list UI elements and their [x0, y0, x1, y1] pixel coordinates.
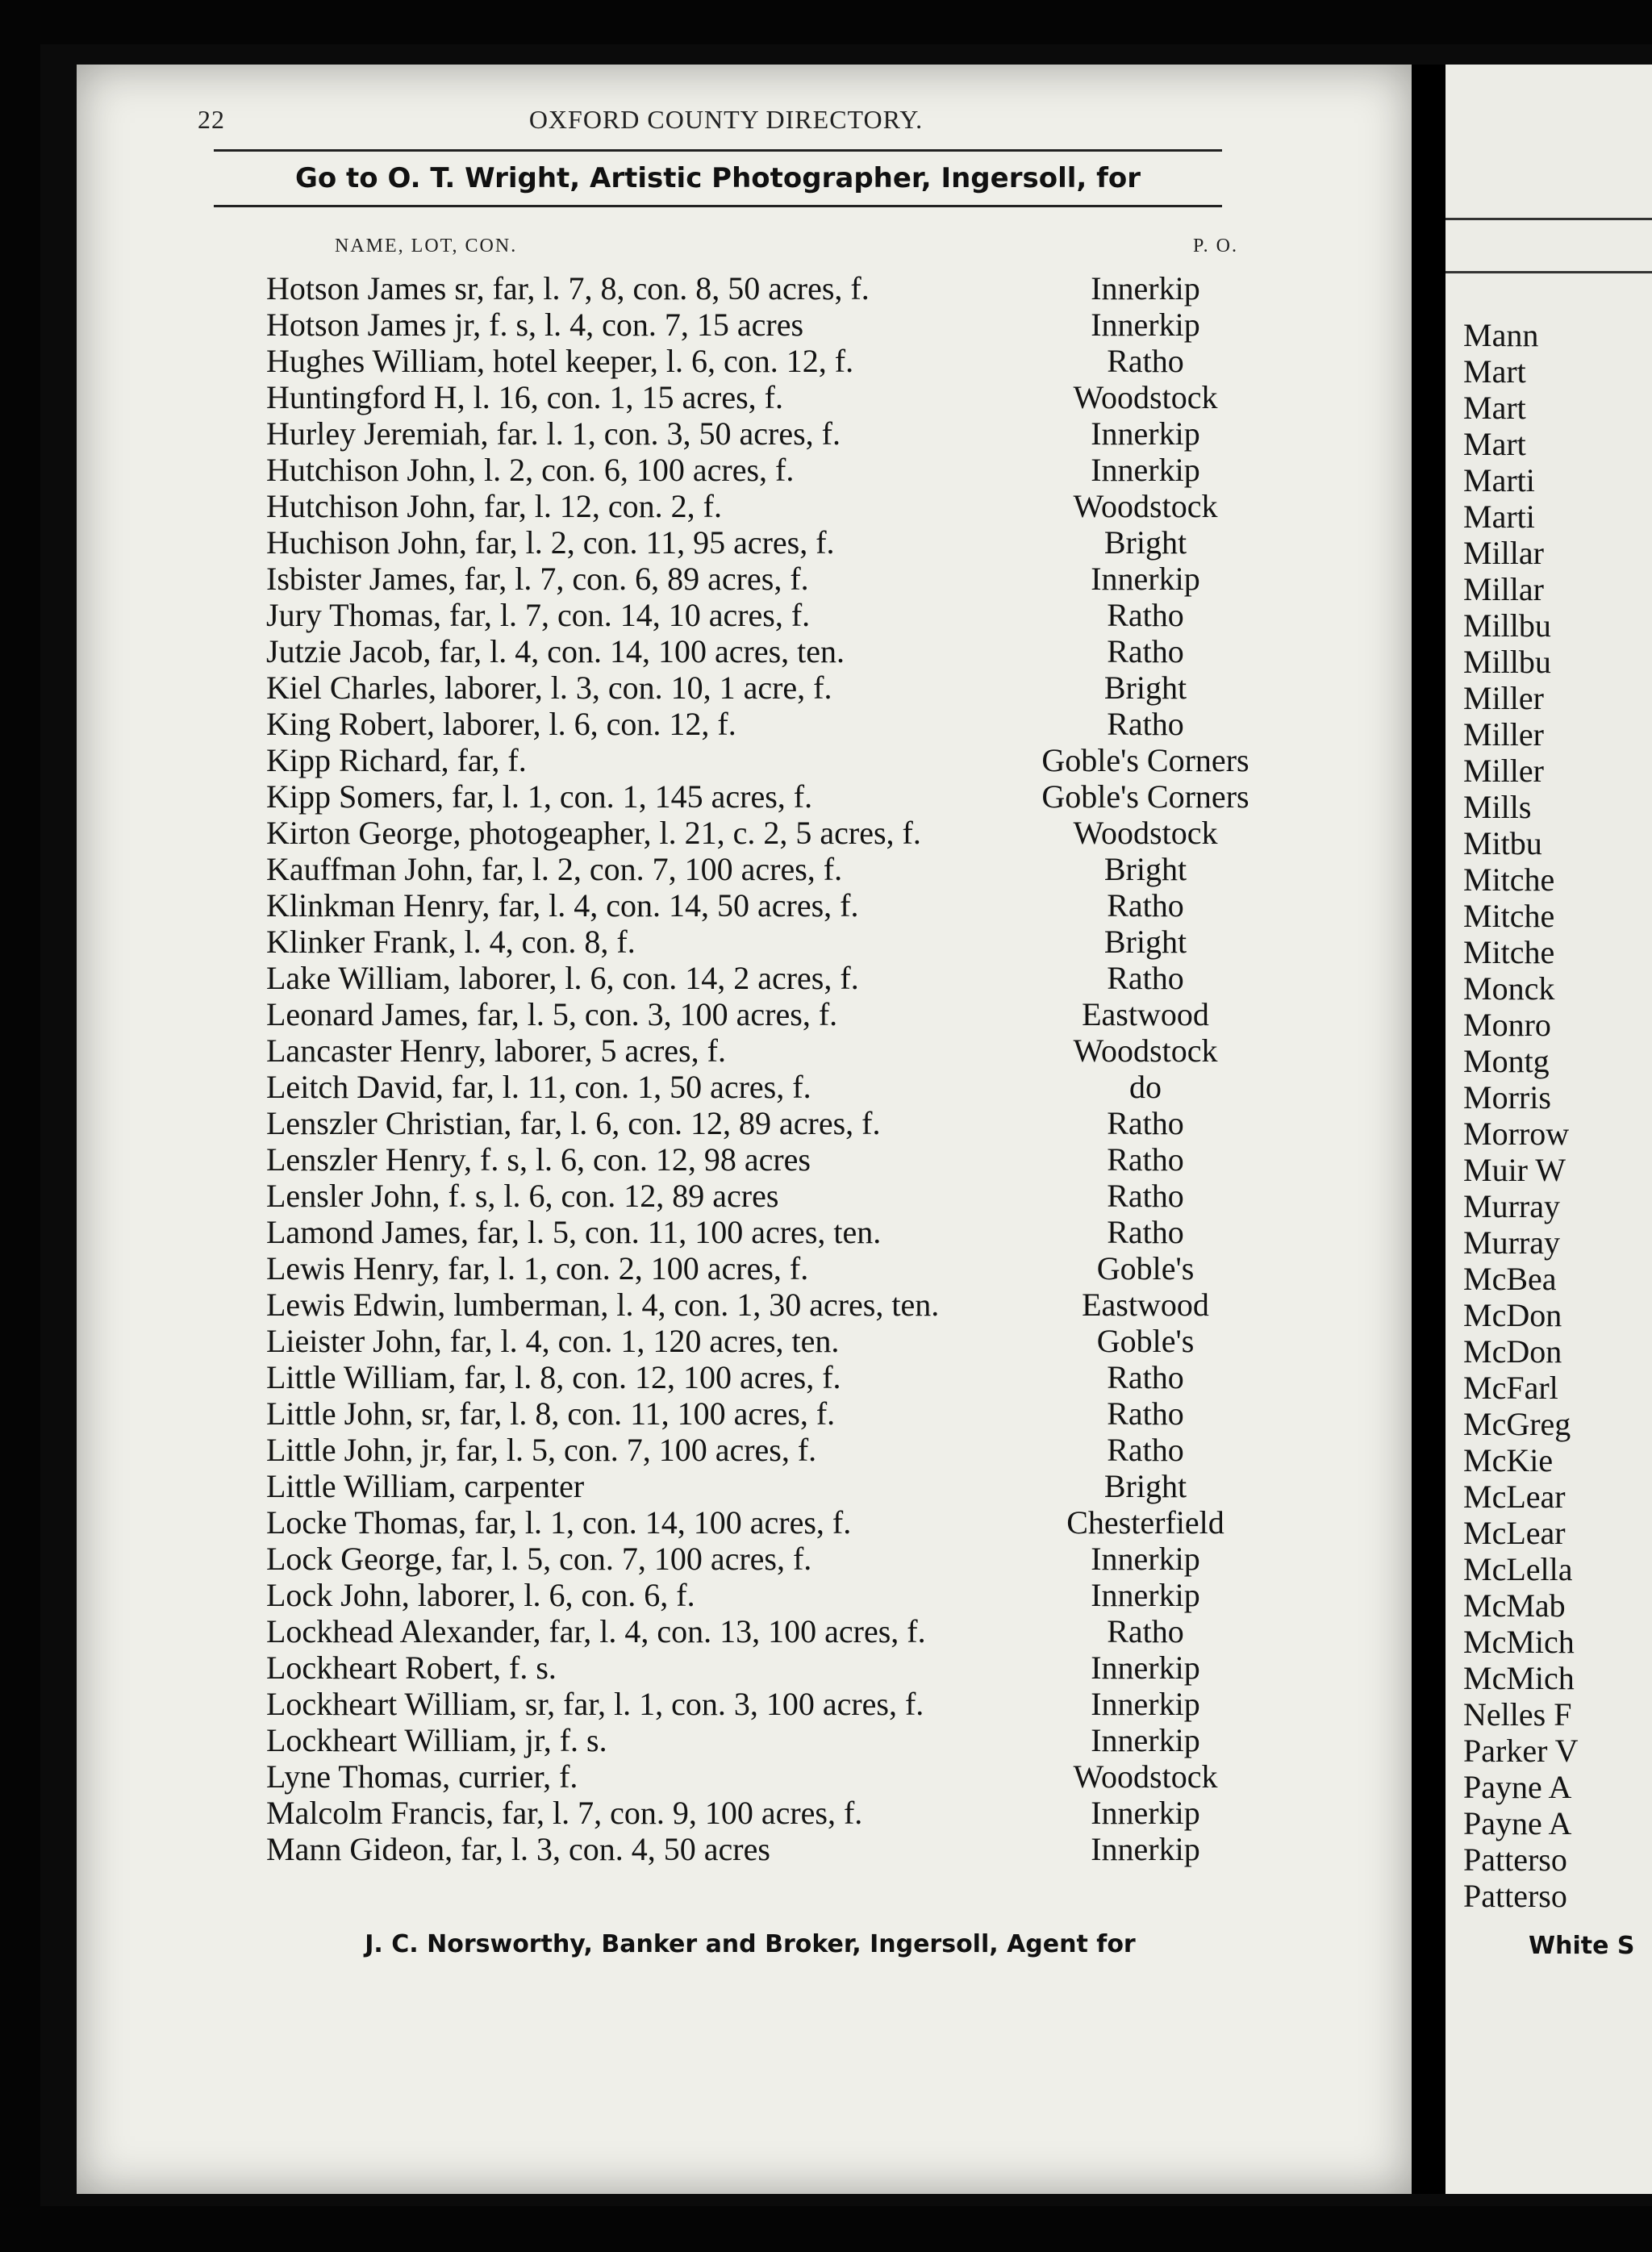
entry-name-details: Hutchison John, l. 2, con. 6, 100 acres, f.: [266, 452, 795, 488]
entry-name-details: Little John, jr, far, l. 5, con. 7, 100 acres, f.: [266, 1432, 817, 1468]
directory-entry: [258, 1831, 1262, 1867]
entry-post-office: Ratho: [1107, 1432, 1184, 1468]
right-page-entry: Mart: [1463, 390, 1526, 426]
directory-entry: [258, 1649, 1262, 1686]
advertisement-banner-top: Go to O. T. Wright, Artistic Photographer, Ingersoll, for: [214, 149, 1222, 207]
page-title: OXFORD COUNTY DIRECTORY.: [528, 105, 924, 134]
entry-post-office: Ratho: [1107, 597, 1184, 633]
entry-name-details: Isbister James, far, l. 7, con. 6, 89 acres, f.: [266, 561, 809, 597]
directory-entry: [258, 1032, 1262, 1069]
entry-post-office: Ratho: [1107, 633, 1184, 669]
right-page-entry: McLear: [1463, 1478, 1566, 1515]
entry-post-office: Ratho: [1107, 960, 1184, 996]
entry-post-office: Innerkip: [1091, 270, 1200, 307]
entry-name-details: Mann Gideon, far, l. 3, con. 4, 50 acres: [266, 1831, 770, 1867]
entry-name-details: Lockheart Robert, f. s.: [266, 1649, 557, 1686]
entry-post-office: Ratho: [1107, 1214, 1184, 1250]
entry-post-office: Ratho: [1107, 1613, 1184, 1649]
column-heading-name: NAME, LOT, CON.: [335, 236, 518, 256]
directory-entry: [258, 561, 1262, 597]
directory-entry: [258, 1069, 1262, 1105]
directory-page-right: [1446, 65, 1652, 2194]
entry-post-office: Innerkip: [1091, 1722, 1200, 1758]
right-page-entry: McBea: [1463, 1261, 1557, 1297]
right-page-entry: Morrow: [1463, 1116, 1570, 1152]
directory-entry: [258, 1722, 1262, 1758]
entry-name-details: Little John, sr, far, l. 8, con. 11, 100 acres, f.: [266, 1395, 836, 1432]
entry-name-details: Lenszler Henry, f. s, l. 6, con. 12, 98 acres: [266, 1141, 811, 1178]
directory-entry: [258, 996, 1262, 1032]
right-page-bottom-rule: [1446, 271, 1652, 273]
directory-entry: [258, 815, 1262, 851]
right-page-entry: Mitbu: [1463, 825, 1542, 861]
entry-name-details: Lockheart William, jr, f. s.: [266, 1722, 607, 1758]
entry-post-office: Innerkip: [1091, 1649, 1200, 1686]
entry-post-office: Woodstock: [1073, 488, 1218, 524]
entry-name-details: Kirton George, photogeapher, l. 21, c. 2, 5 acres, f.: [266, 815, 921, 851]
right-page-entry: McMich: [1463, 1624, 1575, 1660]
entry-post-office: Innerkip: [1091, 1577, 1200, 1613]
right-page-entry: Monro: [1463, 1007, 1551, 1043]
column-heading-post-office: P. O.: [1192, 236, 1238, 256]
right-page-entry: McMab: [1463, 1587, 1566, 1624]
right-page-entry: Mart: [1463, 426, 1526, 462]
entry-name-details: Jutzie Jacob, far, l. 4, con. 14, 100 acres, ten.: [266, 633, 845, 669]
right-page-entry: McGreg: [1463, 1406, 1571, 1442]
right-page-entry: McFarl: [1463, 1370, 1558, 1406]
right-page-entry: Miller: [1463, 716, 1544, 753]
entry-name-details: Kipp Richard, far, f.: [266, 742, 527, 778]
entry-post-office: do: [1129, 1069, 1162, 1105]
entry-name-details: Hughes William, hotel keeper, l. 6, con. 12, f.: [266, 343, 854, 379]
right-page-entry: Payne A: [1463, 1805, 1572, 1841]
entry-name-details: Kipp Somers, far, l. 1, con. 1, 145 acres, f.: [266, 778, 813, 815]
entry-name-details: Hotson James jr, f. s, l. 4, con. 7, 15 acres: [266, 307, 804, 343]
directory-entry: [258, 924, 1262, 960]
entry-name-details: Lancaster Henry, laborer, 5 acres, f.: [266, 1032, 726, 1069]
entry-post-office: Eastwood: [1082, 1287, 1209, 1323]
entry-post-office: Innerkip: [1091, 1686, 1200, 1722]
running-head: [198, 105, 1254, 147]
right-page-entry: Millbu: [1463, 644, 1551, 680]
right-page-entry: Mills: [1463, 789, 1532, 825]
right-page-entry: Marti: [1463, 498, 1535, 535]
entry-post-office: Woodstock: [1073, 379, 1218, 415]
right-page-entry: Patterso: [1463, 1878, 1567, 1914]
right-page-entry: Payne A: [1463, 1769, 1572, 1805]
right-page-entry: Murray: [1463, 1224, 1560, 1261]
directory-entry: [258, 1359, 1262, 1395]
right-page-entry: Mart: [1463, 353, 1526, 390]
right-page-top-rule: [1446, 218, 1652, 220]
right-page-entry: Morris: [1463, 1079, 1551, 1116]
directory-entry: [258, 343, 1262, 379]
entry-name-details: Huntingford H, l. 16, con. 1, 15 acres, f.: [266, 379, 783, 415]
directory-entry: [258, 706, 1262, 742]
directory-entry: [258, 1613, 1262, 1649]
right-page-entry: Mitche: [1463, 934, 1555, 970]
entry-post-office: Goble's: [1096, 1250, 1195, 1287]
directory-entry: [258, 415, 1262, 452]
directory-entry: [258, 1432, 1262, 1468]
directory-entry: [258, 1287, 1262, 1323]
directory-entry: [258, 887, 1262, 924]
directory-entry: [258, 960, 1262, 996]
right-page-entry: Mitche: [1463, 898, 1555, 934]
entry-post-office: Innerkip: [1091, 415, 1200, 452]
right-page-entry: Millar: [1463, 571, 1544, 607]
right-page-entry: Mitche: [1463, 861, 1555, 898]
directory-entry: [258, 1541, 1262, 1577]
right-page-entry: Monck: [1463, 970, 1555, 1007]
directory-entry: [258, 1795, 1262, 1831]
entry-name-details: Lenszler Christian, far, l. 6, con. 12, 89 acres, f.: [266, 1105, 881, 1141]
entry-post-office: Bright: [1103, 924, 1187, 960]
right-page-entry: Nelles F: [1463, 1696, 1572, 1733]
entry-post-office: Woodstock: [1073, 1032, 1218, 1069]
entry-post-office: Innerkip: [1091, 561, 1200, 597]
right-page-entry: McKie: [1463, 1442, 1554, 1478]
entry-post-office: Ratho: [1107, 343, 1184, 379]
right-page-entry: McMich: [1463, 1660, 1575, 1696]
entry-post-office: Ratho: [1107, 887, 1184, 924]
entry-name-details: Klinkman Henry, far, l. 4, con. 14, 50 acres, f.: [266, 887, 859, 924]
entry-name-details: Huchison John, far, l. 2, con. 11, 95 acres, f.: [266, 524, 835, 561]
entry-name-details: Lewis Edwin, lumberman, l. 4, con. 1, 30 acres, ten.: [266, 1287, 940, 1323]
entry-name-details: Lock George, far, l. 5, con. 7, 100 acres, f.: [266, 1541, 812, 1577]
directory-entry: [258, 1395, 1262, 1432]
right-page-entry: Muir W: [1463, 1152, 1566, 1188]
entry-post-office: Ratho: [1107, 1105, 1184, 1141]
entry-name-details: Lockhead Alexander, far, l. 4, con. 13, 100 acres, f.: [266, 1613, 926, 1649]
right-page-entry: McDon: [1463, 1297, 1562, 1333]
right-page-entry: McLear: [1463, 1515, 1566, 1551]
directory-entry: [258, 488, 1262, 524]
entry-post-office: Ratho: [1107, 1359, 1184, 1395]
entry-post-office: Eastwood: [1082, 996, 1209, 1032]
entry-name-details: Kauffman John, far, l. 2, con. 7, 100 acres, f.: [266, 851, 843, 887]
right-page-entry: Miller: [1463, 680, 1544, 716]
right-page-entry: Millbu: [1463, 607, 1551, 644]
right-page-entry: Mann: [1463, 317, 1539, 353]
directory-entry: [258, 379, 1262, 415]
entry-post-office: Bright: [1103, 669, 1187, 706]
entry-name-details: Malcolm Francis, far, l. 7, con. 9, 100 acres, f.: [266, 1795, 863, 1831]
directory-entry: [258, 1323, 1262, 1359]
directory-entry: [258, 1214, 1262, 1250]
entry-post-office: Innerkip: [1091, 1795, 1200, 1831]
entry-name-details: Leitch David, far, l. 11, con. 1, 50 acres, f.: [266, 1069, 811, 1105]
directory-entry: [258, 1686, 1262, 1722]
entry-post-office: Innerkip: [1091, 307, 1200, 343]
entry-post-office: Innerkip: [1091, 1831, 1200, 1867]
entry-name-details: Little William, carpenter: [266, 1468, 585, 1504]
entry-name-details: Hotson James sr, far, l. 7, 8, con. 8, 50 acres, f.: [266, 270, 870, 307]
directory-entry: [258, 1141, 1262, 1178]
entry-post-office: Ratho: [1107, 1141, 1184, 1178]
entry-name-details: Lewis Henry, far, l. 1, con. 2, 100 acres, f.: [266, 1250, 809, 1287]
entry-name-details: Little William, far, l. 8, con. 12, 100 acres, f.: [266, 1359, 841, 1395]
entry-name-details: Hutchison John, far, l. 12, con. 2, f.: [266, 488, 722, 524]
directory-entry: [258, 1504, 1262, 1541]
entry-post-office: Goble's: [1096, 1323, 1195, 1359]
entry-name-details: Kiel Charles, laborer, l. 3, con. 10, 1 acre, f.: [266, 669, 832, 706]
right-page-entry: McDon: [1463, 1333, 1562, 1370]
entry-name-details: Lockheart William, sr, far, l. 1, con. 3, 100 acres, f.: [266, 1686, 924, 1722]
right-page-entry: Murray: [1463, 1188, 1560, 1224]
page-number: 22: [198, 105, 225, 134]
entry-name-details: Lock John, laborer, l. 6, con. 6, f.: [266, 1577, 695, 1613]
directory-entry: [258, 1468, 1262, 1504]
right-page-ad-fragment: White S: [1529, 1932, 1635, 1960]
right-page-entry: Patterso: [1463, 1841, 1567, 1878]
directory-entry: [258, 1105, 1262, 1141]
entry-name-details: Lamond James, far, l. 5, con. 11, 100 acres, ten.: [266, 1214, 882, 1250]
directory-entry: [258, 742, 1262, 778]
directory-entries: [258, 270, 1262, 1867]
entry-name-details: King Robert, laborer, l. 6, con. 12, f.: [266, 706, 736, 742]
entry-post-office: Ratho: [1107, 1178, 1184, 1214]
entry-name-details: Hurley Jeremiah, far. l. 1, con. 3, 50 acres, f.: [266, 415, 841, 452]
directory-entry: [258, 778, 1262, 815]
entry-post-office: Innerkip: [1091, 1541, 1200, 1577]
entry-name-details: Klinker Frank, l. 4, con. 8, f.: [266, 924, 636, 960]
directory-entry: [258, 1577, 1262, 1613]
entry-name-details: Locke Thomas, far, l. 1, con. 14, 100 acres, f.: [266, 1504, 852, 1541]
right-page-entry: Montg: [1463, 1043, 1550, 1079]
column-headings: [335, 236, 1238, 268]
entry-name-details: Lyne Thomas, currier, f.: [266, 1758, 578, 1795]
entry-post-office: Innerkip: [1091, 452, 1200, 488]
entry-post-office: Goble's Corners: [1041, 778, 1249, 815]
entry-post-office: Bright: [1103, 524, 1187, 561]
entry-post-office: Ratho: [1107, 1395, 1184, 1432]
directory-entry: [258, 851, 1262, 887]
entry-name-details: Leonard James, far, l. 5, con. 3, 100 acres, f.: [266, 996, 838, 1032]
directory-entry: [258, 633, 1262, 669]
directory-entry: [258, 597, 1262, 633]
entry-post-office: Woodstock: [1073, 815, 1218, 851]
entry-post-office: Goble's Corners: [1041, 742, 1249, 778]
directory-entry: [258, 1250, 1262, 1287]
right-page-entry: Marti: [1463, 462, 1535, 498]
directory-entry: [258, 669, 1262, 706]
directory-entry: [258, 1758, 1262, 1795]
right-page-entry: Miller: [1463, 753, 1544, 789]
directory-entry: [258, 1178, 1262, 1214]
right-page-entry: Parker V: [1463, 1733, 1579, 1769]
entry-post-office: Bright: [1103, 851, 1187, 887]
entry-post-office: Ratho: [1107, 706, 1184, 742]
right-page-entry: Millar: [1463, 535, 1544, 571]
entry-name-details: Lensler John, f. s, l. 6, con. 12, 89 acres: [266, 1178, 779, 1214]
directory-entry: [258, 270, 1262, 307]
entry-post-office: Chesterfield: [1066, 1504, 1224, 1541]
entry-post-office: Woodstock: [1073, 1758, 1218, 1795]
right-page-entry: McLella: [1463, 1551, 1573, 1587]
entry-name-details: Jury Thomas, far, l. 7, con. 14, 10 acres, f.: [266, 597, 811, 633]
book-gutter: [1412, 65, 1446, 2194]
entry-name-details: Lieister John, far, l. 4, con. 1, 120 acres, ten.: [266, 1323, 840, 1359]
directory-entry: [258, 452, 1262, 488]
advertisement-banner-bottom: J. C. Norsworthy, Banker and Broker, Ingersoll, Agent for: [365, 1930, 1136, 1958]
directory-entry: [258, 524, 1262, 561]
entry-name-details: Lake William, laborer, l. 6, con. 14, 2 acres, f.: [266, 960, 859, 996]
directory-entry: [258, 307, 1262, 343]
entry-post-office: Bright: [1103, 1468, 1187, 1504]
